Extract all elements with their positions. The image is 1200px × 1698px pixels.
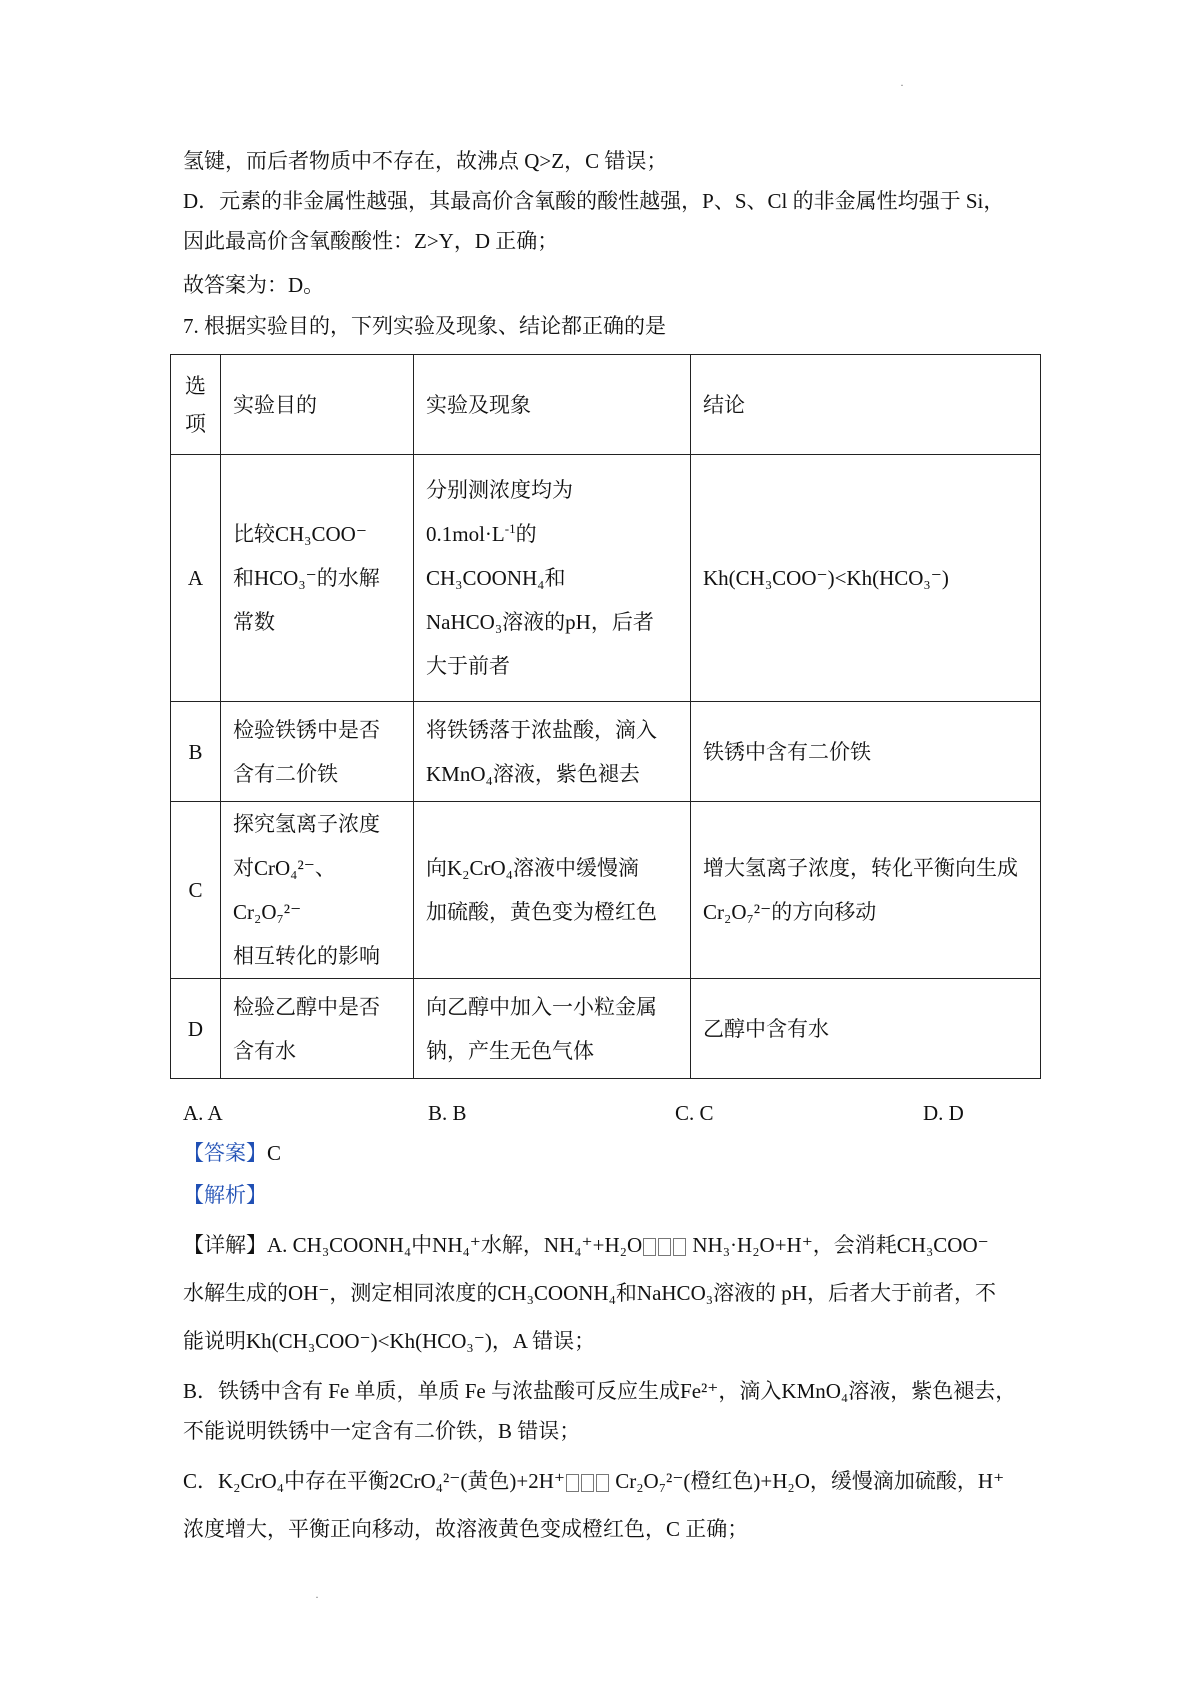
chem: 2CrO₄²⁻ — [389, 1469, 461, 1493]
row-a-experiment — [414, 455, 691, 702]
chem-nahco3: NaHCO₃ — [426, 610, 503, 634]
text: 比较 — [233, 522, 275, 546]
text: 溶液，紫色褪去 — [492, 761, 640, 786]
text: (黄色)+2 — [460, 1469, 539, 1493]
text: 溶液的 — [502, 610, 566, 634]
equilibrium-arrow-icon — [565, 1469, 610, 1493]
text: 水解生成的 — [183, 1281, 288, 1305]
chem: OH⁻ — [288, 1281, 330, 1305]
answer-line — [183, 1138, 1043, 1168]
text: 、 — [314, 856, 336, 880]
text: ，A 错误； — [491, 1329, 596, 1353]
row-d-experiment — [414, 979, 691, 1079]
chem: NH₄⁺+H₂O — [543, 1233, 643, 1257]
text: 的 — [515, 522, 537, 546]
question-table — [170, 354, 1041, 1079]
table-row-a — [171, 455, 1041, 702]
chem: H⁺ — [538, 1469, 565, 1493]
row-c-experiment — [414, 802, 691, 979]
row-a-option: A — [171, 455, 221, 702]
detail-line-5: 不能说明铁锈中一定含有二价铁，B 错误； — [183, 1419, 581, 1443]
text: 中 — [411, 1233, 433, 1257]
row-d-purpose — [221, 979, 414, 1079]
text: 水解， — [480, 1233, 544, 1257]
header-option: 选项 — [171, 355, 221, 455]
detail-line-4 — [183, 1376, 1043, 1406]
text: 和 — [615, 1281, 637, 1305]
text: 相互转化的影响 — [233, 944, 380, 968]
text: 向乙醇中加入一小粒金属 — [426, 994, 657, 1019]
chem: K₂CrO₄ — [218, 1469, 284, 1493]
text: A. — [267, 1233, 293, 1257]
text: 检验乙醇中是否 — [233, 994, 380, 1019]
chem: Cr₂O₇²⁻ — [615, 1469, 684, 1493]
text: 0.1mol·L — [426, 522, 505, 546]
text: 溶液，紫色褪去， — [848, 1379, 1017, 1403]
text: ，会消耗 — [812, 1233, 897, 1257]
detail-line-1 — [183, 1230, 1043, 1260]
text: 溶液中缓慢滴 — [512, 856, 639, 880]
choice-a: A. A — [183, 1101, 223, 1125]
detail-line-7: 浓度增大，平衡正向移动，故溶液黄色变成橙红色，C 正确； — [183, 1517, 749, 1541]
text: 探究氢离子浓度 — [233, 812, 380, 836]
text: 含有二价铁 — [233, 761, 338, 786]
text: 分别测浓度均为 — [426, 478, 573, 502]
detail-line-6 — [183, 1466, 1043, 1496]
chem: NH₄⁺ — [432, 1233, 481, 1257]
superscript: -1 — [504, 521, 516, 536]
row-a-purpose — [221, 455, 414, 702]
text: 含有水 — [233, 1038, 296, 1063]
text-line-1: 氢键，而后者物质中不存在，故沸点 Q>Z，C 错误； — [183, 149, 668, 173]
header-conclusion: 结论 — [691, 355, 1041, 455]
chem-ph: pH — [565, 610, 591, 634]
detail-line-3 — [183, 1326, 1043, 1356]
row-a-conclusion: Kh(CH₃COO⁻)<Kh(HCO₃⁻) — [691, 455, 1041, 702]
text: 检验铁锈中是否 — [233, 717, 380, 742]
text: 常数 — [233, 610, 275, 634]
choice-b: B. B — [428, 1101, 467, 1125]
row-b-option: B — [171, 702, 221, 802]
text: 将铁锈落于浓盐酸，滴入 — [426, 717, 657, 742]
text: ，测定相同浓度的 — [329, 1281, 498, 1305]
header-experiment: 实验及现象 — [414, 355, 691, 455]
text: ，缓慢滴加硫酸， — [809, 1469, 978, 1493]
text-line-4: 故答案为：D。 — [183, 273, 325, 297]
text: ，后者 — [590, 610, 654, 634]
scan-speck: · — [900, 78, 904, 92]
text: 溶液的 pH，后者大于前者，不 — [713, 1281, 996, 1305]
chem-kmno4: KMnO₄ — [426, 761, 493, 786]
table-row-b — [171, 702, 1041, 802]
row-d-option: D — [171, 979, 221, 1079]
chem-cro4: CrO₄²⁻ — [254, 856, 315, 880]
row-c-conclusion — [691, 802, 1041, 979]
choice-d: D. D — [923, 1101, 964, 1125]
text: 钠，产生无色气体 — [426, 1038, 594, 1063]
chem: CH₃COO⁻ — [896, 1233, 989, 1257]
chem: Fe²⁺ — [680, 1379, 719, 1403]
question-7-stem: 7. 根据实验目的，下列实验及现象、结论都正确的是 — [183, 314, 666, 338]
text: C． — [183, 1469, 219, 1493]
chem-k2cro4: K₂CrO₄ — [447, 856, 513, 880]
choice-c: C. C — [675, 1101, 714, 1125]
text: 能说明 — [183, 1329, 246, 1353]
analysis-line — [183, 1180, 1043, 1210]
row-c-purpose — [221, 802, 414, 979]
detail-line-2 — [183, 1278, 1043, 1308]
text: 的方向移动 — [771, 900, 877, 924]
text: B．铁锈中含有 Fe 单质，单质 Fe 与浓盐酸可反应生成 — [183, 1379, 681, 1403]
chem-ch3coo: CH₃COO⁻ — [275, 522, 367, 546]
chem: NaHCO₃ — [636, 1281, 714, 1305]
chem-cr2o7: Cr₂O₇²⁻ — [233, 900, 302, 924]
chem-hco3: HCO₃⁻ — [254, 566, 317, 590]
row-d-conclusion: 乙醇中含有水 — [691, 979, 1041, 1079]
scan-speck: · — [315, 1590, 319, 1604]
text: 中存在平衡 — [284, 1469, 389, 1493]
answer-value: C — [267, 1141, 282, 1165]
chem: CH₃COONH₄ — [497, 1281, 616, 1305]
answer-tag: 【答案】 — [183, 1141, 267, 1165]
detail-tag: 【详解】 — [183, 1233, 267, 1257]
table-row-d — [171, 979, 1041, 1079]
text: 加硫酸，黄色变为橙红色 — [426, 900, 657, 924]
chem: Kh(CH₃COO⁻)<Kh(HCO₃⁻) — [246, 1329, 492, 1353]
equilibrium-arrow-icon — [642, 1233, 687, 1257]
text: ，滴入 — [718, 1379, 782, 1403]
text: 和 — [544, 566, 566, 590]
row-b-experiment — [414, 702, 691, 802]
text: 和 — [233, 566, 254, 590]
text: 向 — [426, 856, 447, 880]
text: 对 — [233, 856, 254, 880]
text: 增大氢离子浓度，转化平衡向生成 — [703, 856, 1018, 880]
header-purpose: 实验目的 — [221, 355, 414, 455]
chem: H₂O — [772, 1469, 810, 1493]
text-line-3: 因此最高价含氧酸酸性：Z>Y，D 正确； — [183, 229, 559, 253]
row-b-purpose — [221, 702, 414, 802]
chem-ch3coonh4: CH₃COONH₄ — [426, 566, 545, 590]
chem: CH₃COONH₄ — [292, 1233, 412, 1257]
table-header-row — [171, 355, 1041, 455]
table-row-c — [171, 802, 1041, 979]
chem-cr2o7: Cr₂O₇²⁻ — [703, 900, 772, 924]
answer-choices — [183, 1098, 1043, 1128]
chem: NH₃·H₂O+H⁺ — [692, 1233, 813, 1257]
text: 大于前者 — [426, 654, 510, 678]
analysis-tag: 【解析】 — [183, 1183, 267, 1207]
row-b-conclusion: 铁锈中含有二价铁 — [691, 702, 1041, 802]
chem: KMnO₄ — [781, 1379, 849, 1403]
text: 的水解 — [316, 566, 380, 590]
text: (橙红色)+ — [683, 1469, 773, 1493]
text-line-2: D．元素的非金属性越强，其最高价含氧酸的酸性越强，P、S、Cl 的非金属性均强于 Si， — [183, 189, 1005, 213]
row-c-option: C — [171, 802, 221, 979]
chem: H⁺ — [977, 1469, 1005, 1493]
